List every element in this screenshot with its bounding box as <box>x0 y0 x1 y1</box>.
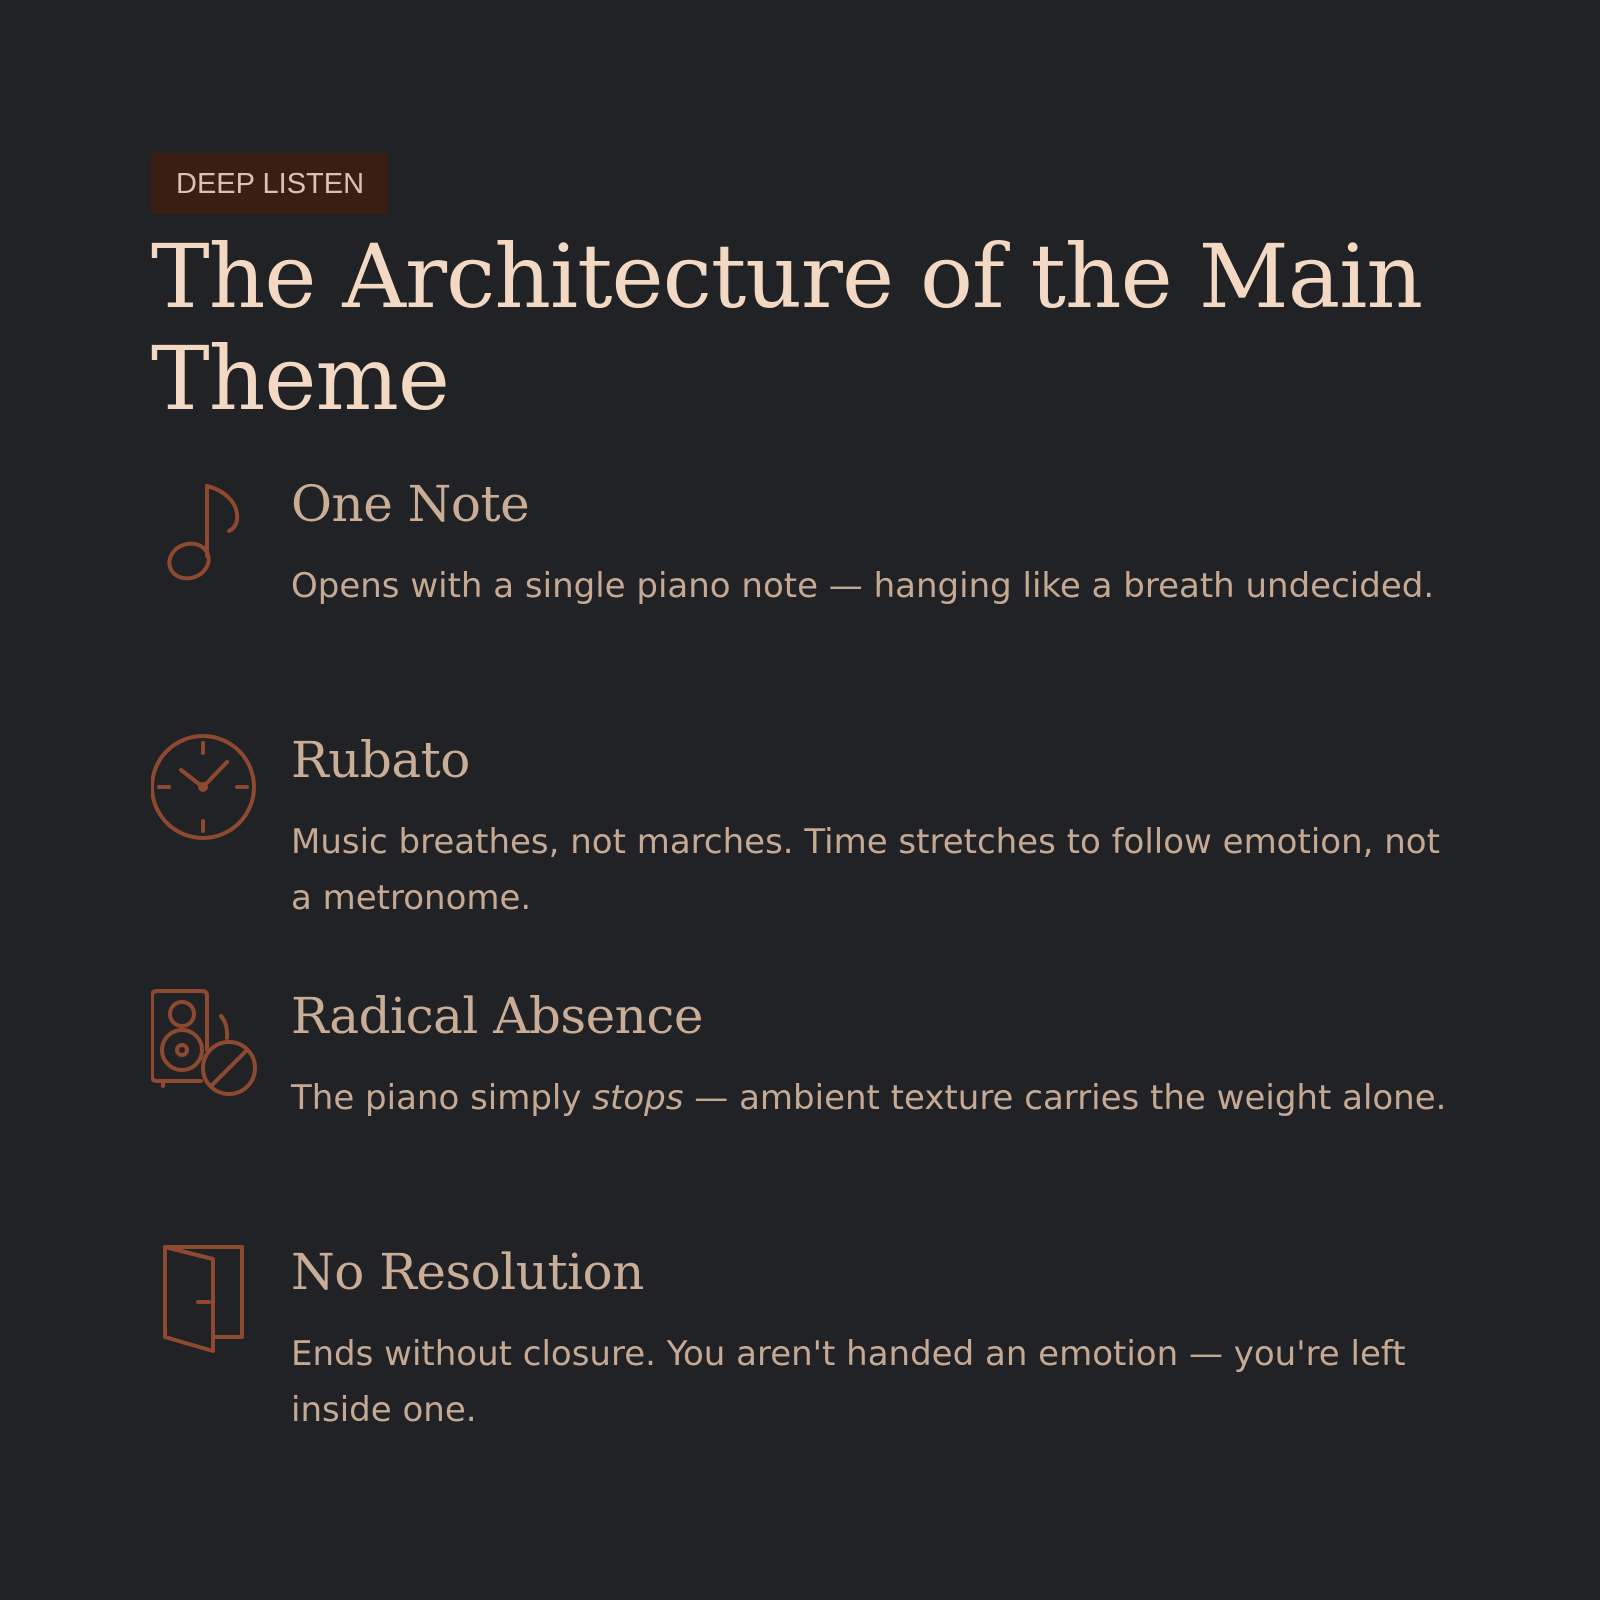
music-note-icon <box>151 476 257 586</box>
feature-text <box>291 988 1451 1126</box>
article-card <box>151 153 1451 1430</box>
feature-list <box>151 476 1451 1500</box>
feature-heading: No Resolution <box>291 1243 644 1301</box>
feature-heading: One Note <box>291 475 530 533</box>
open-door-icon <box>151 1244 257 1354</box>
feature-description: Ends without closure. You aren't handed an emotion — you're left inside one. <box>291 1334 1406 1430</box>
feature-description: Opens with a single piano note — hanging like a breath undecided. <box>291 566 1435 606</box>
feature-heading: Radical Absence <box>291 987 703 1045</box>
feature-description-end: — ambient texture carries the weight alone. <box>683 1078 1447 1118</box>
feature-description: Music breathes, not marches. Time stretches to follow emotion, not a metronome. <box>291 822 1440 918</box>
feature-item-one-note <box>151 476 1451 732</box>
category-badge: DEEP LISTEN <box>151 153 388 214</box>
feature-description <box>291 1070 1451 1126</box>
feature-description-start: The piano simply <box>291 1078 593 1118</box>
clock-icon <box>151 732 257 842</box>
feature-item-rubato <box>151 732 1451 988</box>
feature-description-emphasis: stops <box>592 1078 684 1118</box>
feature-heading: Rubato <box>291 731 470 789</box>
page-title: The Architecture of the Main Theme <box>151 225 1423 430</box>
feature-item-radical-absence <box>151 988 1451 1244</box>
feature-item-no-resolution <box>151 1244 1451 1500</box>
speaker-off-icon <box>151 988 257 1098</box>
feature-text <box>291 732 1451 926</box>
feature-text <box>291 476 1451 614</box>
feature-text <box>291 1244 1451 1438</box>
